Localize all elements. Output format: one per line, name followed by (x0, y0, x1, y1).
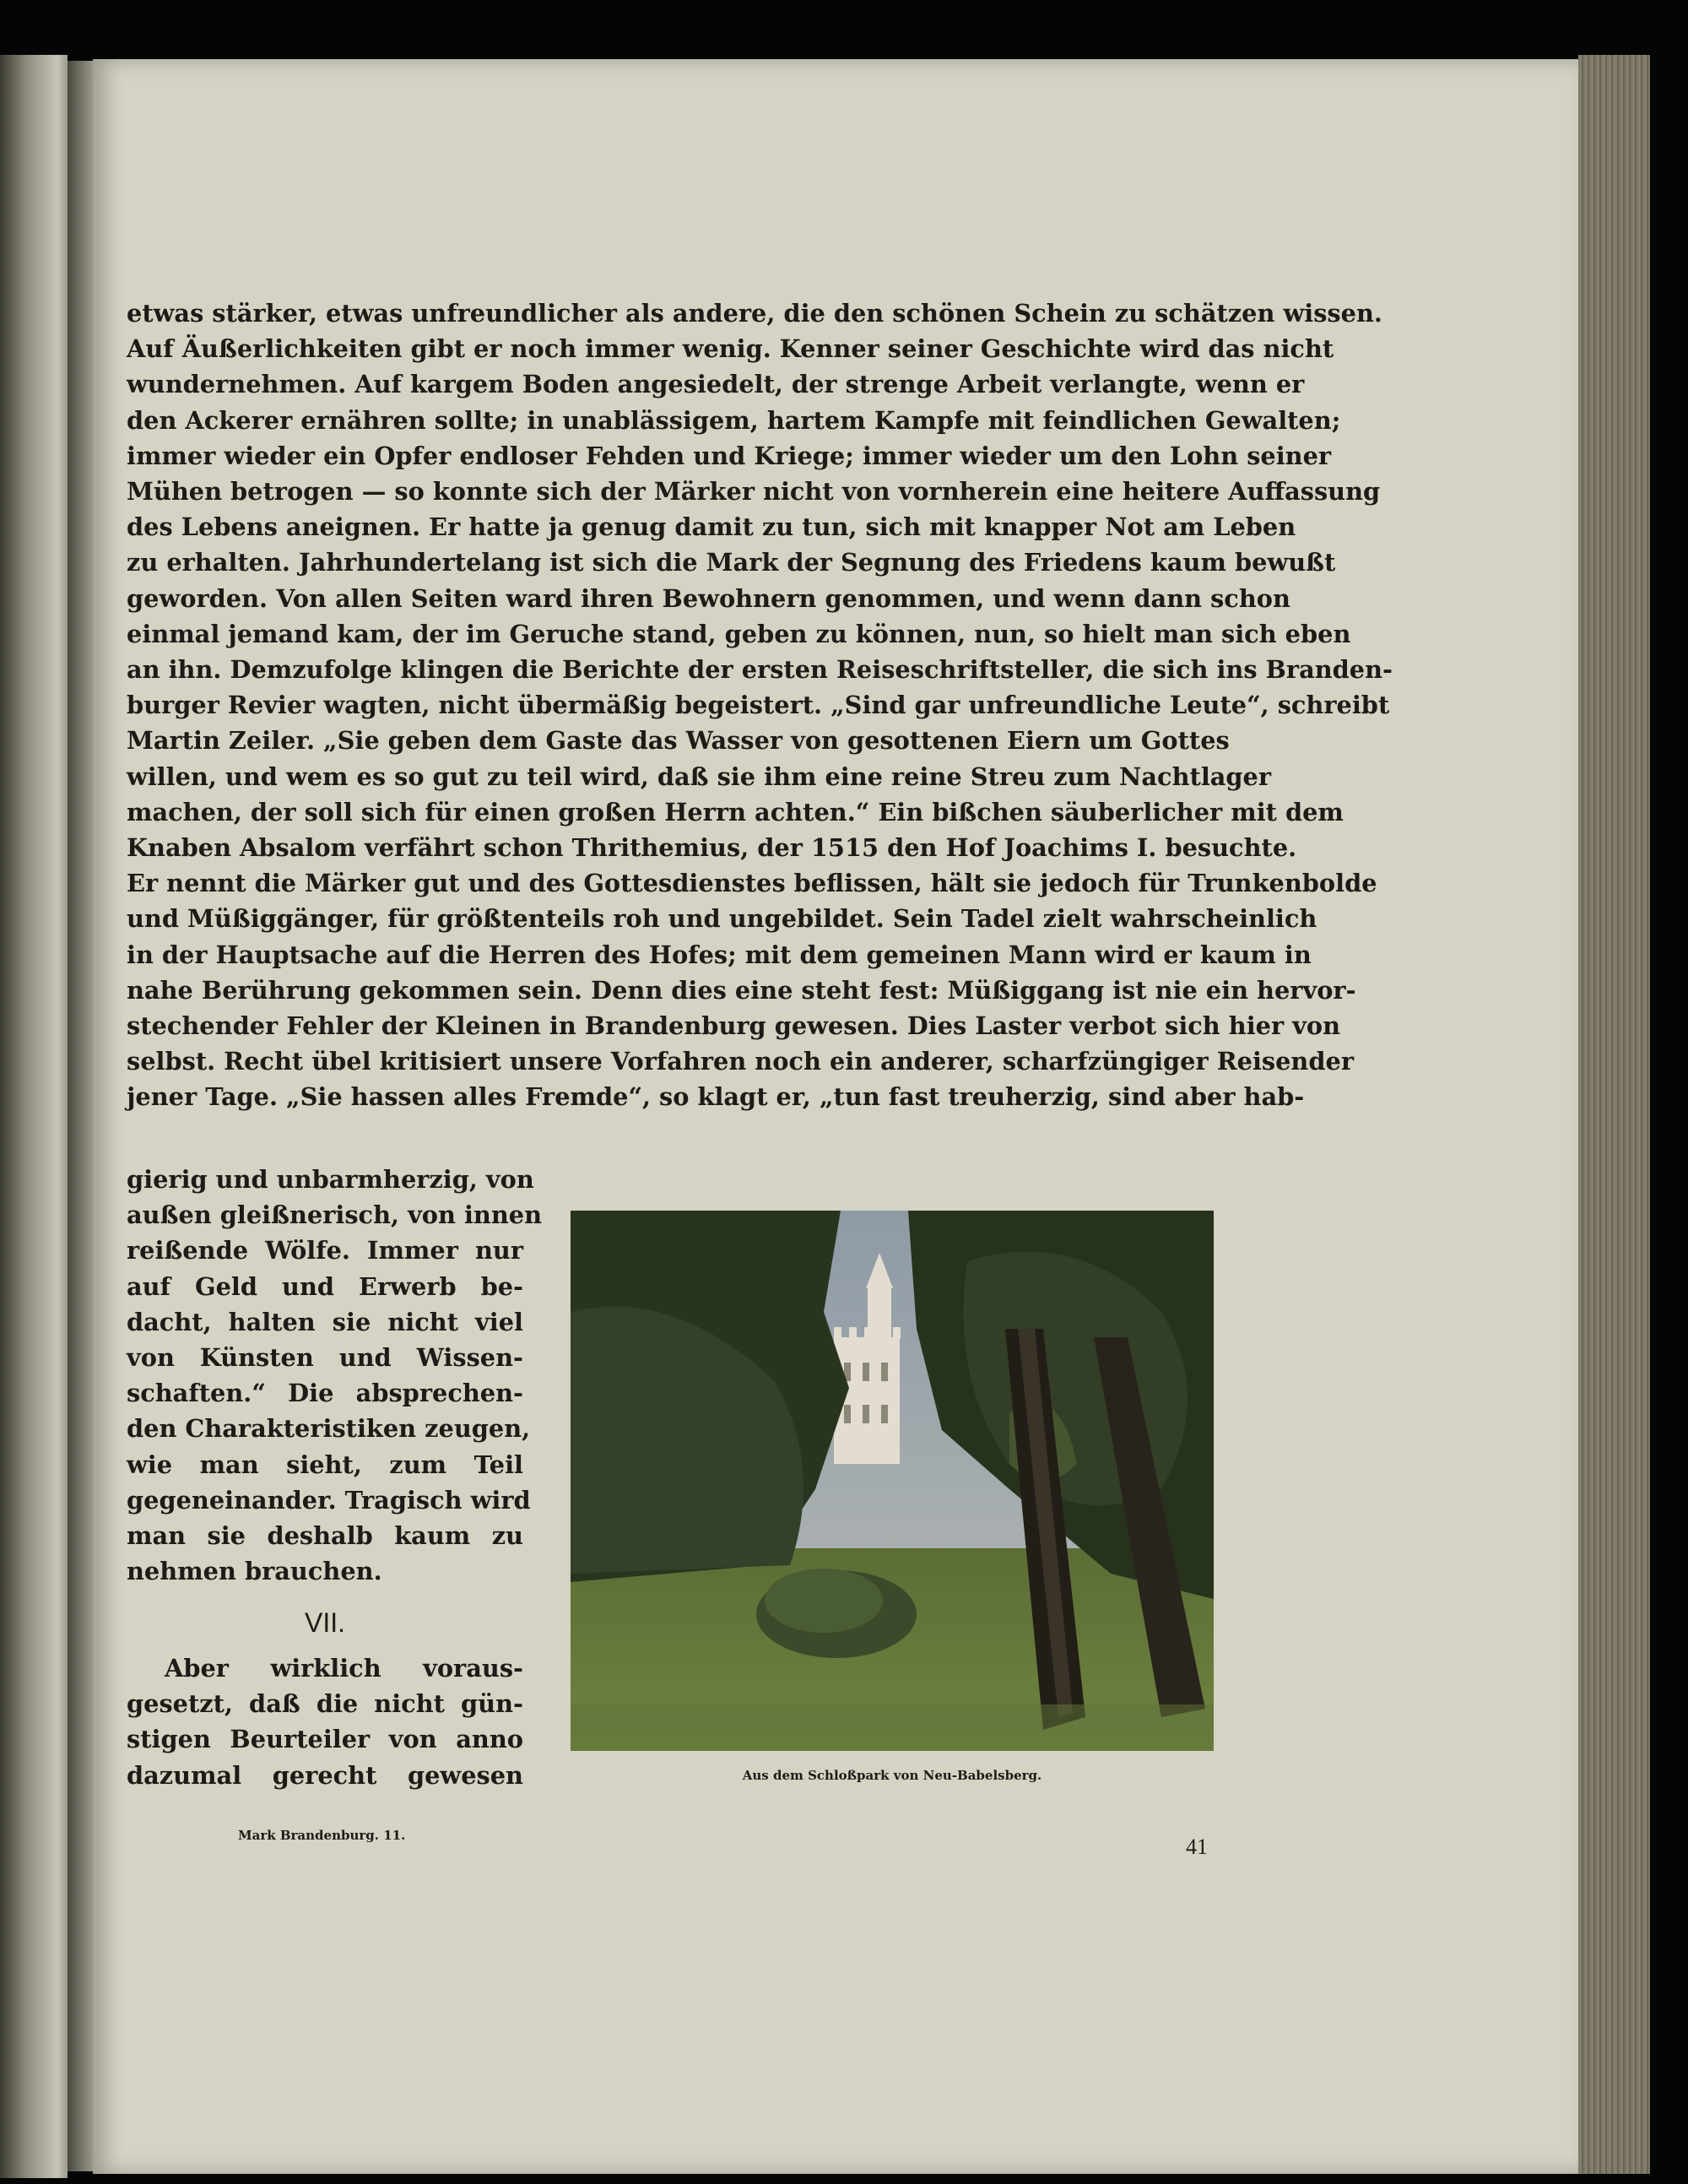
text-line: wundernehmen. Auf kargem Boden angesiedelt, der strenge Arbeit verlangte, wenn er (127, 370, 1305, 399)
text-line: selbst. Recht übel kritisiert unsere Vorfahren noch ein anderer, scharfzüngiger Reisender (127, 1047, 1354, 1076)
main-paragraph (127, 295, 1393, 1115)
left-column-paragraph (127, 1162, 543, 1589)
text-line: reißende Wölfe. Immer nur (127, 1236, 523, 1265)
text-line: immer wieder ein Opfer endloser Fehden und Kriege; immer wieder um den Lohn seiner (127, 441, 1332, 470)
text-line: dazumal gerecht gewesen (127, 1760, 523, 1790)
text-line: einmal jemand kam, der im Geruche stand, geben zu können, nun, so hielt man sich eben (127, 619, 1351, 648)
page-number: 41 (1186, 1834, 1208, 1859)
text-line: von Künsten und Wissen- (127, 1343, 523, 1373)
text-line: gesetzt, daß die nicht gün- (127, 1689, 523, 1719)
section-paragraph (127, 1650, 523, 1793)
text-line: Knaben Absalom verfährt schon Thrithemius, der 1515 den Hof Joachims I. besuchte. (127, 833, 1297, 863)
signature-footnote: Mark Brandenburg. 11. (238, 1828, 406, 1843)
left-page-edge (0, 55, 68, 2178)
section-heading: VII. (304, 1607, 345, 1638)
text-line: etwas stärker, etwas unfreundlicher als andere, die den schönen Schein zu schätzen wissen. (127, 299, 1382, 328)
photo-caption: Aus dem Schloßpark von Neu-Babelsberg. (742, 1768, 1042, 1783)
text-line: den Ackerer ernähren sollte; in unablässigem, hartem Kampfe mit feindlichen Gewalten; (127, 405, 1341, 435)
text-line: nahe Berührung gekommen sein. Denn dies eine steht fest: Müßiggang ist nie ein hervor- (127, 975, 1356, 1005)
text-line: gierig und unbarmherzig, von (127, 1165, 534, 1194)
text-line: zu erhalten. Jahrhundertelang ist sich die Mark der Segnung des Friedens kaum bewußt (127, 548, 1336, 577)
text-line: nehmen brauchen. (127, 1557, 382, 1586)
text-line: willen, und wem es so gut zu teil wird, daß sie ihm eine reine Streu zum Nachtlager (127, 761, 1272, 791)
text-line: den Charakteristiken zeugen, (127, 1414, 531, 1444)
text-line: Martin Zeiler. „Sie geben dem Gaste das Wasser von gesottenen Eiern um Gottes (127, 726, 1230, 756)
text-line: und Müßiggänger, für größtenteils roh und ungebildet. Sein Tadel zielt wahrscheinlich (127, 904, 1317, 934)
text-line: gegeneinander. Tragisch wird (127, 1485, 531, 1515)
text-line: stigen Beurteiler von anno (127, 1725, 523, 1754)
park-photograph (571, 1211, 1214, 1751)
text-line: an ihn. Demzufolge klingen die Berichte der ersten Reiseschriftsteller, die sich ins Branden- (127, 655, 1393, 685)
text-line: auf Geld und Erwerb be- (127, 1271, 523, 1301)
text-line: machen, der soll sich für einen großen Herrn achten.“ Ein bißchen säuberlicher mit dem (127, 797, 1344, 826)
text-line: Aber wirklich voraus- (165, 1654, 523, 1683)
text-line: dacht, halten sie nicht viel (127, 1307, 523, 1336)
text-line: wie man sieht, zum Teil (127, 1450, 523, 1479)
text-line: Auf Äußerlichkeiten gibt er noch immer wenig. Kenner seiner Geschichte wird das nicht (127, 334, 1334, 364)
page-stack-edge (1578, 55, 1650, 2174)
text-line: außen gleißnerisch, von innen (127, 1200, 543, 1230)
text-line: jener Tage. „Sie hassen alles Fremde“, so klagt er, „tun fast treuherzig, sind aber hab- (127, 1082, 1305, 1112)
text-line: Mühen betrogen — so konnte sich der Märker nicht von vornherein eine heitere Auffassung (127, 477, 1381, 507)
text-line: Er nennt die Märker gut und des Gottesdienstes beflissen, hält sie jedoch für Trunkenbolde (127, 869, 1377, 898)
text-line: geworden. Von allen Seiten ward ihren Bewohnern genommen, und wenn dann schon (127, 583, 1290, 613)
text-line: in der Hauptsache auf die Herren des Hofes; mit dem gemeinen Mann wird er kaum in (127, 940, 1312, 969)
text-line: des Lebens aneignen. Er hatte ja genug damit zu tun, sich mit knapper Not am Leben (127, 512, 1296, 542)
text-line: man sie deshalb kaum zu (127, 1521, 523, 1551)
park-scene-image (571, 1211, 1214, 1751)
text-line: burger Revier wagten, nicht übermäßig begeistert. „Sind gar unfreundliche Leute“, schreibt (127, 691, 1390, 720)
text-line: stechender Fehler der Kleinen in Brandenburg gewesen. Dies Laster verbot sich hier von (127, 1011, 1341, 1041)
text-line: schaften.“ Die absprechen- (127, 1379, 523, 1408)
